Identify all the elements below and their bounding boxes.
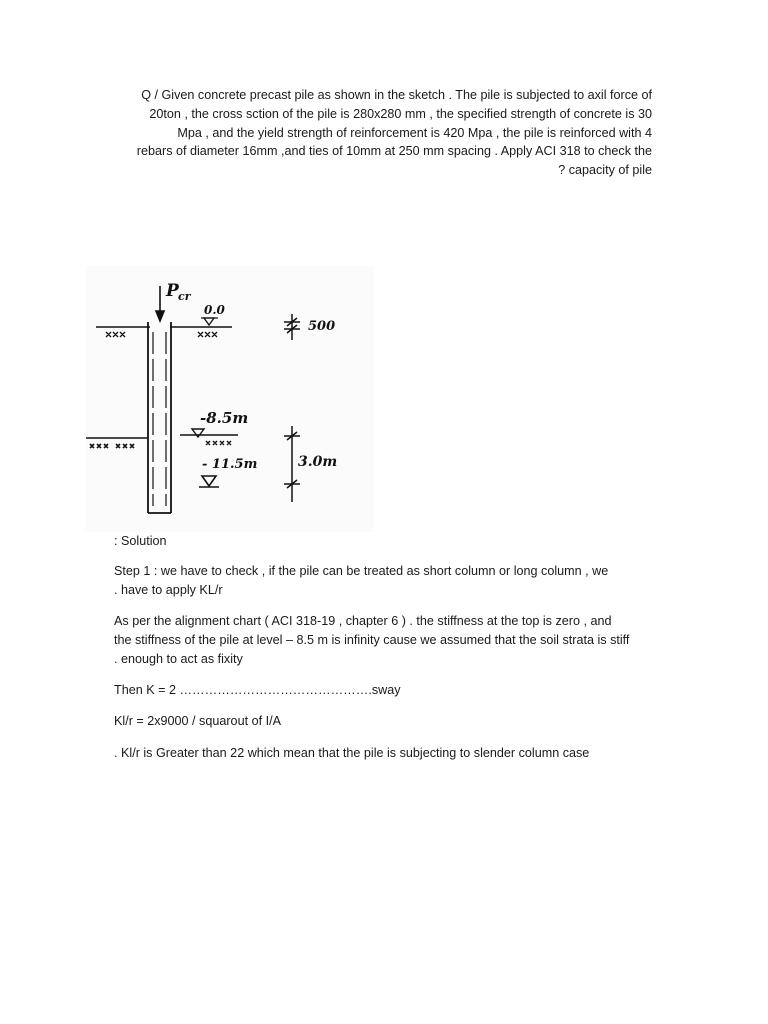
alignment-line: As per the alignment chart ( ACI 318-19 , chapter 6 ) . the stiffness at the top is zero , and bbox=[114, 613, 612, 628]
bottom-level-label: - 11.5m bbox=[202, 457, 258, 472]
question-line: ? capacity of pile bbox=[558, 163, 652, 178]
top-dimension-label: 500 bbox=[308, 319, 336, 334]
step-1-paragraph bbox=[114, 562, 654, 600]
question-paragraph bbox=[112, 86, 652, 180]
load-label-subscript: cr bbox=[178, 290, 191, 303]
load-label-letter: P bbox=[166, 281, 179, 301]
question-line: rebars of diameter 16mm ,and ties of 10mm at 250 mm spacing . Apply ACI 318 to check the bbox=[136, 144, 652, 159]
alignment-line: the stiffness of the pile at level – 8.5 m is infinity cause we assumed that the soil strata is stiff bbox=[114, 632, 630, 647]
k-value-line: Then K = 2 ……………………………………….sway bbox=[114, 682, 401, 697]
alignment-chart-paragraph bbox=[114, 612, 654, 668]
question-line: Q / Given concrete precast pile as shown in the sketch . The pile is subjected to axil force of bbox=[141, 88, 652, 102]
pile-sketch bbox=[86, 266, 374, 532]
pile-sketch-drawing bbox=[86, 266, 374, 532]
conclusion-line: . Kl/r is Greater than 22 which mean that the pile is subjecting to slender column case bbox=[114, 745, 590, 760]
question-line: Mpa , and the yield strength of reinforcement is 420 Mpa , the pile is reinforced with 4 bbox=[177, 125, 652, 140]
mid-level-label: -8.5m bbox=[200, 409, 249, 427]
step-1-line: . have to apply KL/r bbox=[114, 582, 223, 597]
solution-section bbox=[114, 532, 654, 775]
sketch-background bbox=[86, 266, 374, 532]
top-level-label: 0.0 bbox=[204, 303, 225, 317]
alignment-line: . enough to act as fixity bbox=[114, 651, 243, 666]
step-1-line: Step 1 : we have to check , if the pile can be treated as short column or long column , we bbox=[114, 563, 609, 578]
solution-heading: : Solution bbox=[114, 534, 167, 548]
klr-formula-line: Kl/r = 2x9000 / squarout of I/A bbox=[114, 714, 281, 729]
question-line: 20ton , the cross sction of the pile is 280x280 mm , the specified strength of concrete is 30 bbox=[149, 106, 652, 121]
bottom-dimension-label: 3.0m bbox=[298, 454, 338, 470]
